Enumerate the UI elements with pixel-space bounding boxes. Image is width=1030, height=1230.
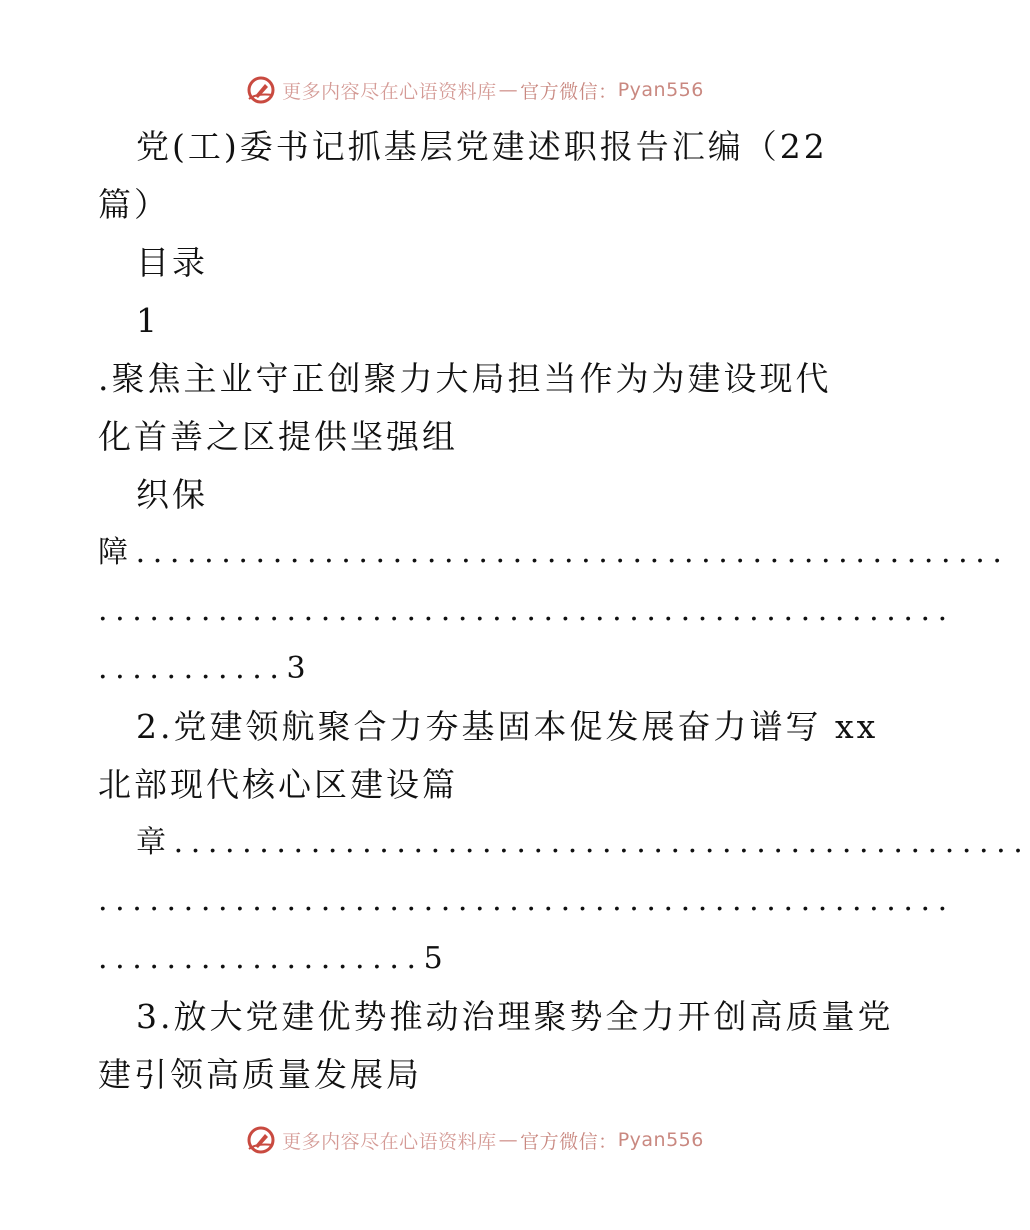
document-title: 党(工)委书记抓基层党建述职报告汇编（22: [136, 127, 828, 166]
watermark-wechat-id: Pyan556: [617, 1129, 704, 1151]
toc-entry-leader: ..................................................: [98, 883, 955, 918]
watermark-text: 更多内容尽在心语资料库: [282, 1130, 497, 1153]
toc-entry-title: 3.放大党建优势推动治理聚势全力开创高质量党: [136, 997, 894, 1036]
toc-entry-title-continued: 织保: [136, 475, 208, 514]
watermark-separator: —: [498, 1129, 519, 1151]
watermark-text: 更多内容尽在心语资料库: [282, 80, 497, 103]
toc-entry-page-number: ...................5: [98, 941, 451, 976]
toc-entry-2[interactable]: [98, 698, 1030, 988]
document-body: [98, 118, 1030, 1104]
toc-entry-title-continued: 建引领高质量发展局: [98, 1055, 422, 1094]
watermark-top: [0, 70, 950, 110]
watermark-wechat-id: Pyan556: [617, 79, 704, 101]
toc-entry-title-continued: 北部现代核心区建设篇: [98, 765, 458, 804]
toc-entry-leader: ..................................................: [98, 593, 955, 628]
toc-entry-leader: 障...................................................: [98, 535, 1010, 570]
toc-entry-page-number: ...........3: [98, 651, 314, 686]
toc-entry-number: 1: [136, 301, 160, 340]
watermark-bottom: [0, 1120, 950, 1160]
document-title-continued: 篇）: [98, 185, 170, 224]
toc-entry-title: 2.党建领航聚合力夯基固本促发展奋力谱写 xx: [136, 707, 879, 746]
pen-circle-icon: [246, 1125, 276, 1155]
toc-entry-leader: 章..................................................: [136, 825, 1030, 860]
pen-circle-icon: [246, 75, 276, 105]
toc-entry-title: .聚焦主业守正创聚力大局担当作为为建设现代: [98, 359, 832, 398]
toc-entry-3[interactable]: [98, 988, 894, 1104]
toc-entry-1[interactable]: [98, 292, 1010, 698]
watermark-separator: —: [498, 79, 519, 101]
toc-heading: 目录: [136, 243, 208, 282]
toc-entry-title-continued: 化首善之区提供坚强组: [98, 417, 458, 456]
watermark-wechat-label: 官方微信：: [520, 1130, 618, 1153]
watermark-wechat-label: 官方微信：: [520, 80, 618, 103]
